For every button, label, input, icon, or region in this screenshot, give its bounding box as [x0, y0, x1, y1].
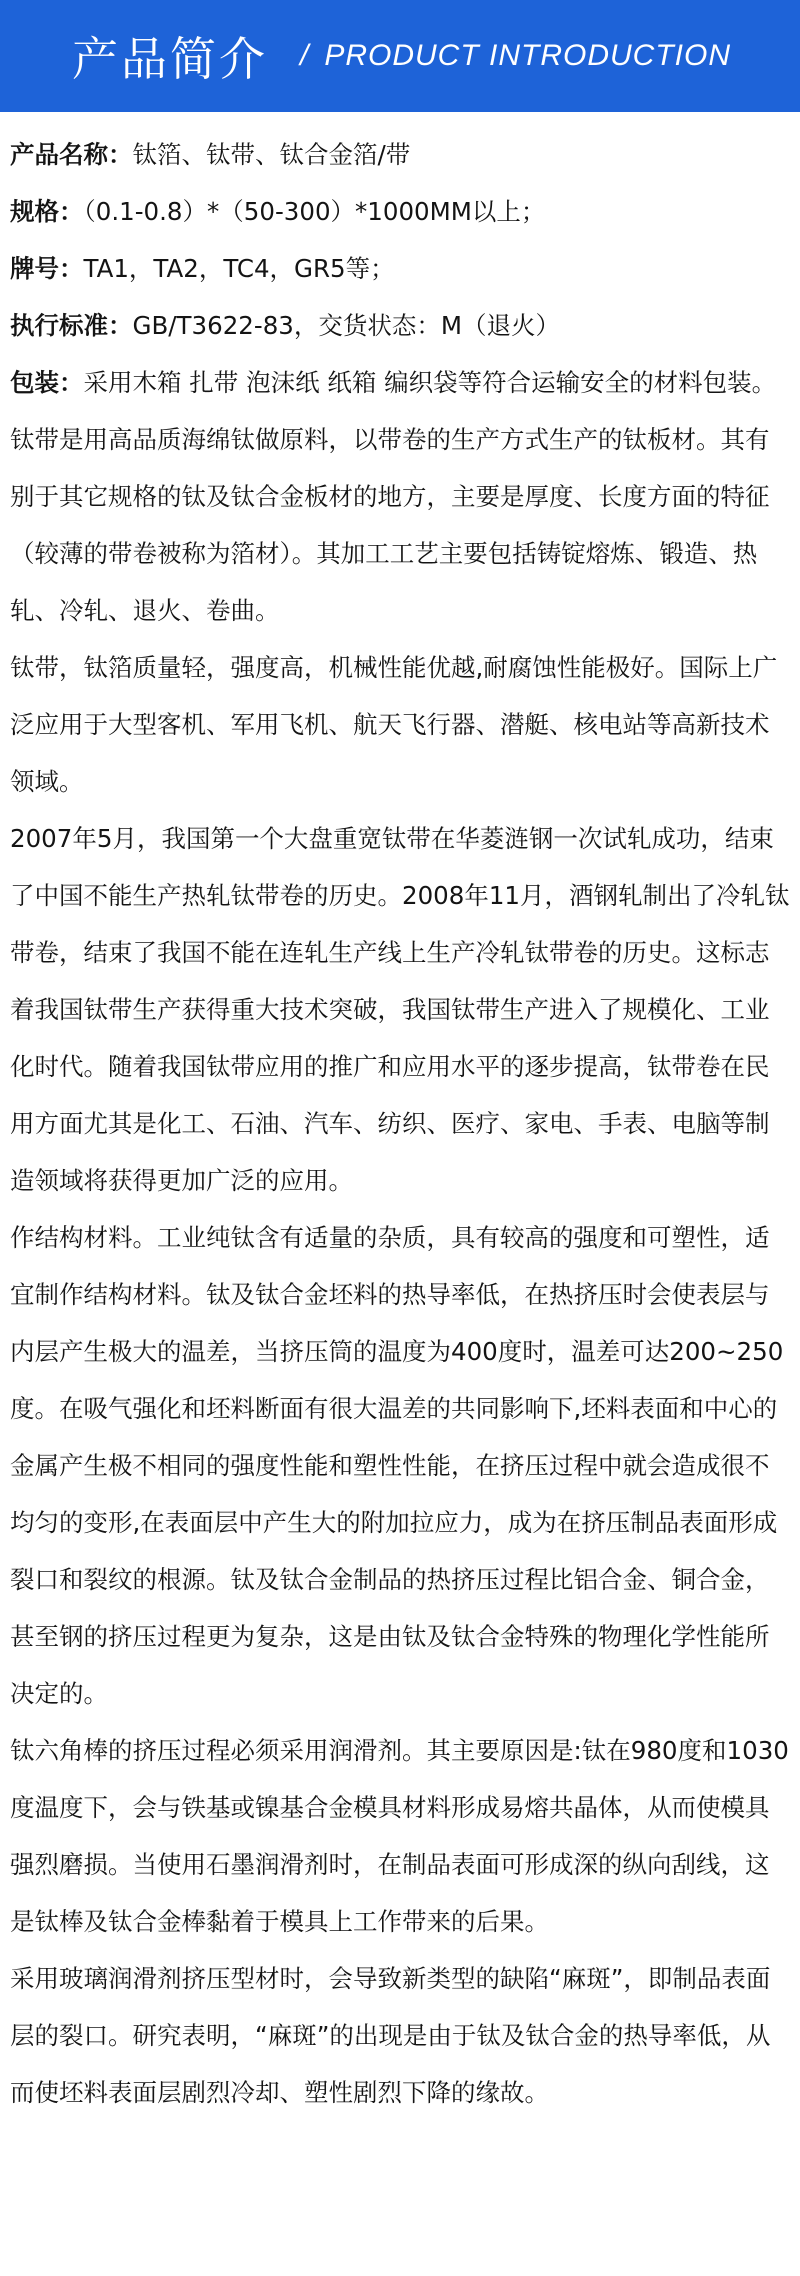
spec-product-name	[10, 126, 790, 183]
paragraph-glass-lubricant: 采用玻璃润滑剂挤压型材时，会导致新类型的缺陷“麻斑”，即制品表面层的裂口。研究表明，“麻斑”的出现是由于钛及钛合金的热导率低，从而使坯料表面层剧烈冷却、塑性剧烈下降的缘故。	[10, 1964, 771, 2107]
header-separator: /	[300, 39, 309, 72]
spec-value: TA1，TA2，TC4，GR5等；	[83, 254, 395, 283]
spec-standard	[10, 297, 790, 354]
paragraph-lubricant: 钛六角棒的挤压过程必须采用润滑剂。其主要原因是:钛在980度和1030度温度下，会与铁基或镍基合金模具材料形成易熔共晶体，从而使模具强烈磨损。当使用石墨润滑剂时，在制品表面可形成深的纵向刮线，这是钛棒及钛合金棒黏着于模具上工作带来的后果。	[10, 1736, 789, 1936]
header-title-en: PRODUCT INTRODUCTION	[324, 39, 731, 72]
spec-label: 规格：	[10, 197, 84, 226]
spec-value: 钛箔、钛带、钛合金箔/带	[132, 140, 411, 169]
product-description	[10, 126, 790, 2121]
spec-label: 执行标准：	[10, 311, 133, 340]
spec-dimensions	[10, 183, 790, 240]
paragraph-properties: 钛带，钛箔质量轻，强度高，机械性能优越,耐腐蚀性能极好。国际上广泛应用于大型客机、军用飞机、航天飞行器、潜艇、核电站等高新技术领域。	[10, 653, 778, 796]
spec-value: GB/T3622-83，交货状态：M（退火）	[132, 311, 561, 340]
paragraph-overview: 钛带是用高品质海绵钛做原料，以带卷的生产方式生产的钛板材。其有别于其它规格的钛及钛合金板材的地方，主要是厚度、长度方面的特征（较薄的带卷被称为箔材）。其加工工艺主要包括铸锭熔炼、锻造、热轧、冷轧、退火、卷曲。	[10, 425, 770, 625]
spec-value: 采用木箱 扎带 泡沫纸 纸箱 编织袋等符合运输安全的材料包装。	[83, 368, 777, 397]
spec-label: 牌号：	[10, 254, 84, 283]
spec-value: （0.1-0.8）*（50-300）*1000MM以上；	[83, 197, 546, 226]
spec-label: 包装：	[10, 368, 84, 397]
paragraph-structural-material: 作结构材料。工业纯钛含有适量的杂质，具有较高的强度和可塑性，适宜制作结构材料。钛及钛合金坯料的热导率低，在热挤压时会使表层与内层产生极大的温差，当挤压筒的温度为400度时，温差可达200~250度。在吸气强化和坯料断面有很大温差的共同影响下,坯料表面和中心的金属产生极不相同的强度性能和塑性性能，在挤压过程中就会造成很不均匀的变形,在表面层中产生大的附加拉应力，成为在挤压制品表面形成裂口和裂纹的根源。钛及钛合金制品的热挤压过程比铝合金、铜合金，甚至钢的挤压过程更为复杂，这是由钛及钛合金特殊的物理化学性能所决定的。	[10, 1223, 784, 1708]
spec-grade	[10, 240, 790, 297]
header-banner	[0, 0, 800, 112]
header-title-cn: 产品简介	[72, 32, 268, 86]
spec-packaging	[10, 354, 790, 411]
spec-label: 产品名称：	[10, 140, 133, 169]
paragraph-history: 2007年5月，我国第一个大盘重宽钛带在华菱涟钢一次试轧成功，结束了中国不能生产热轧钛带卷的历史。2008年11月，酒钢轧制出了冷轧钛带卷，结束了我国不能在连轧生产线上生产冷轧钛带卷的历史。这标志着我国钛带生产获得重大技术突破，我国钛带生产进入了规模化、工业化时代。随着我国钛带应用的推广和应用水平的逐步提高，钛带卷在民用方面尤其是化工、石油、汽车、纺织、医疗、家电、手表、电脑等制造领域将获得更加广泛的应用。	[10, 824, 790, 1195]
